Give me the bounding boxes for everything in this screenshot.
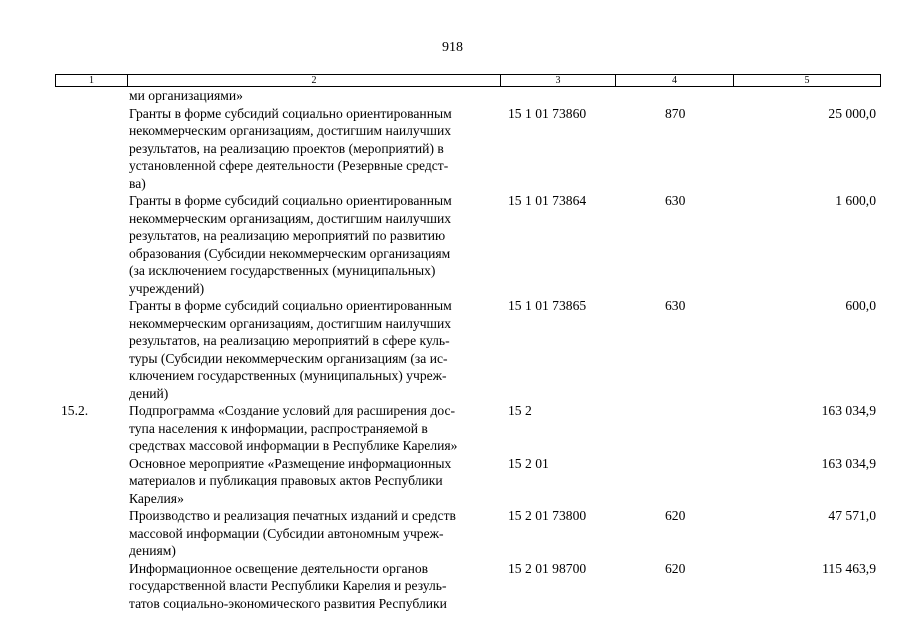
row-expense-type: 630 [665,193,686,208]
row-code: 15 1 01 73860 [508,105,587,121]
description-line: некоммерческим организациям, достигшим наилучших [129,123,452,138]
description-line: Гранты в форме субсидий социально ориентированным [129,298,452,313]
row-amount: 115 463,9 [822,560,876,576]
row-code: 15 2 01 73800 [508,508,587,523]
description-line: Гранты в форме субсидий социально ориентированным [129,105,452,121]
table-body [55,87,880,612]
description-line: установленной сфере деятельности (Резервные средст- [129,158,449,173]
row-expense-type [615,455,733,508]
row-description [127,507,500,560]
row-expense-type [615,87,733,105]
row-code: 15 1 01 73864 [508,193,587,208]
description-line: образования (Субсидии некоммерческим организациям [129,245,451,261]
description-line: ми организациями» [129,88,243,103]
description-line: Гранты в форме субсидий социально ориентированным [129,193,452,208]
row-number [55,105,127,193]
column-header-3: 3 [501,75,616,87]
row-description [127,560,500,613]
column-header-2: 2 [128,75,501,87]
row-expense-type [615,402,733,455]
description-line: средствах массовой информации в Республике Карелия» [129,438,458,453]
row-amount: 25 000,0 [828,105,876,121]
row-number [55,297,127,402]
table-row [55,560,880,613]
description-line: материалов и публикация правовых актов Республики [129,473,443,488]
description-line: Подпрограмма «Создание условий для расширения дос- [129,403,456,418]
row-expense-type: 620 [665,508,686,523]
row-description [127,402,500,455]
row-amount: 600,0 [845,298,876,313]
description-line: (за исключением государственных (муниципальных) [129,263,436,278]
table-row [55,507,880,560]
row-number [55,560,127,613]
row-amount: 1 600,0 [835,193,876,208]
row-description [127,105,500,193]
description-line: Основное мероприятие «Размещение информационных [129,455,452,471]
row-number [55,192,127,297]
table-row [55,402,880,455]
table-row [55,105,880,193]
row-description [127,297,500,402]
column-header-row [56,75,881,87]
row-code [500,87,615,105]
row-amount: 163 034,9 [821,403,876,418]
row-number [55,455,127,508]
table-row [55,455,880,508]
row-description [127,192,500,297]
description-line: массовой информации (Субсидии автономным учреж- [129,525,444,541]
description-line: Карелия» [129,490,184,506]
page-number: 918 [442,40,463,55]
description-line: туры (Субсидии некоммерческим организациям (за ис- [129,350,448,366]
description-line: некоммерческим организациям, достигшим наилучших [129,315,452,331]
row-amount: 163 034,9 [821,455,876,471]
row-expense-type: 620 [665,560,686,576]
description-line: некоммерческим организациям, достигшим наилучших [129,210,452,226]
row-number [55,507,127,560]
description-line: ва) [129,175,146,191]
description-line: Производство и реализация печатных изданий и средств [129,508,456,523]
row-expense-type: 630 [665,298,686,313]
row-code: 15 1 01 73865 [508,298,587,313]
column-header-table [55,74,881,87]
description-line: ключением государственных (муниципальных) учреж- [129,368,447,383]
description-line: тупа населения к информации, распространяемой в [129,420,428,436]
row-description [127,87,500,105]
row-number: 15.2. [61,403,89,418]
row-number [55,87,127,105]
column-header-1: 1 [56,75,128,87]
description-line: государственной власти Республики Карелия и резуль- [129,578,447,593]
row-code: 15 2 [508,403,532,418]
column-header-5: 5 [734,75,881,87]
row-amount: 47 571,0 [828,508,876,523]
description-line: Информационное освещение деятельности органов [129,560,429,576]
row-code: 15 2 01 [508,455,549,471]
table-row [55,297,880,402]
row-description [127,455,500,508]
description-line: результатов, на реализацию мероприятий в сфере куль- [129,333,450,348]
description-line: результатов, на реализацию мероприятий по развитию [129,228,446,243]
row-amount [733,87,880,105]
row-code: 15 2 01 98700 [508,560,587,576]
row-expense-type: 870 [665,105,686,121]
description-line: дениям) [129,543,176,558]
column-header-4: 4 [616,75,734,87]
description-line: дений) [129,385,169,401]
table-row [55,87,880,105]
description-line: татов социально-экономического развития Республики [129,595,447,611]
table-row [55,192,880,297]
description-line: результатов, на реализацию проектов (мероприятий) в [129,140,444,156]
description-line: учреждений) [129,280,205,296]
